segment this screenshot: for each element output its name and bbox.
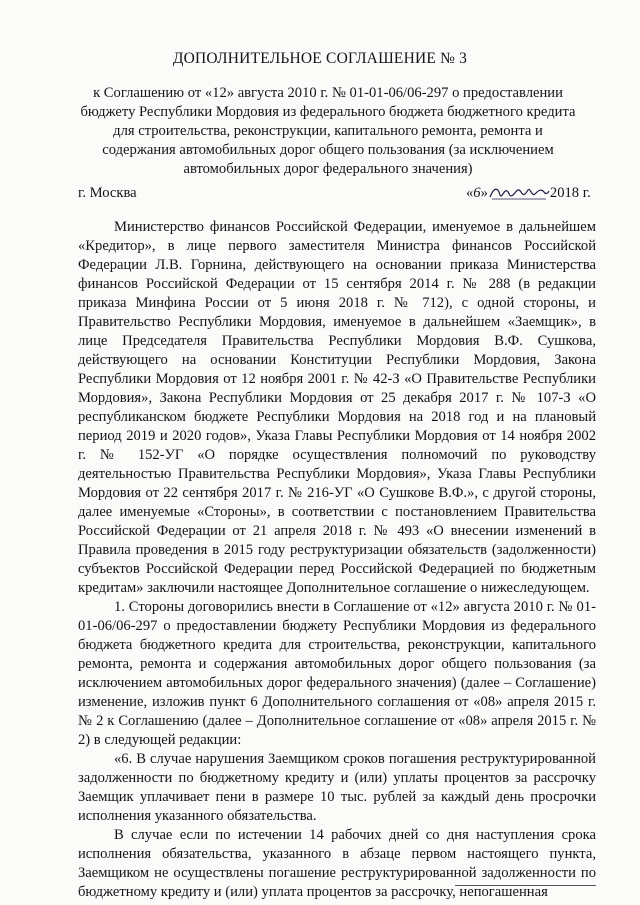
paragraph-parties: Министерство финансов Российской Федерации, именуемое в дальнейшем «Кредитор», в лице первого заместителя Министра финансов Российской Федерации Л.В. Горнина, действующего на основании приказа Министерства финансов Российской Федерации от 15 сентября 2014 г. № 288 (в редакции приказа Минфина России от 5 июня 2018 г. № 712), с одной стороны, и Правительство Республики Мордовия, именуемое в дальнейшем «Заемщик», в лице Председателя Правительства Республики Мордовия В.Ф. Сушкова, действующего на основании Конституции Республики Мордовия, Закона Республики Мордовия от 12 ноября 2001 г. № 42-З «О Правительстве Республики Мордовия», Закона Республики Мордовия от 25 декабря 2017 г. № 107-З «О республиканском бюджете Республики Мордовия на 2018 год и на плановый период 2019 и 2020 годов», Указа Главы Республики Мордовия от 14 ноября 2002 г. № 152-УГ «О порядке осуществления полномочий по руководству деятельностью Правительства Республики Мордовия», Указа Главы Республики Мордовия от 22 сентября 2017 г. № 216-УГ «О Сушкове В.Ф.», с другой стороны, далее именуемые «Стороны», в соответствии с постановлением Правительства Российской Федерации от 21 апреля 2018 г. № 493 «О внесении изменений в Правила проведения в 2015 году реструктуризации обязательств (задолженности) субъектов Российской Федерации перед Российской Федерацией по бюджетным кредитам» заключили настоящее Дополнительное соглашение о нижеследующем.: [78, 219, 596, 596]
document-body: [78, 218, 596, 902]
document-date: [466, 183, 591, 202]
document-title: ДОПОЛНИТЕЛЬНОЕ СОГЛАШЕНИЕ № 3: [172, 50, 468, 67]
date-close-quote: »: [480, 185, 488, 201]
date-open-quote: «: [466, 185, 474, 201]
footer-rule: [455, 885, 596, 886]
date-year: 2018 г.: [549, 185, 591, 201]
paragraph-clause-1: 1. Стороны договорились внести в Соглашение от «12» августа 2010 г. № 01-01-06/06-297 о предоставлении бюджету Республики Мордовия из федерального бюджета бюджетного кредита для строительства, реконструкции, капитального ремонта, ремонта и содержания автомобильных дорог общего пользования (за исключением автомобильных дорог федерального значения) (далее – Соглашение) изменение, изложив пункт 6 Дополнительного соглашения от «08» апреля 2015 г. № 2 к Соглашению (далее – Дополнительное соглашение от «08» апреля 2015 г. № 2) в следующей редакции:: [78, 599, 596, 748]
date-day: 6: [473, 185, 481, 201]
document-city: г. Москва: [78, 185, 137, 201]
paragraph-continuation: В случае если по истечении 14 рабочих дней со дня наступления срока исполнения обязательства, указанного в абзаце первом настоящего пункта, Заемщиком не осуществлены погашение реструктурированной задолженности по бюджетному кредиту и (или) уплата процентов за рассрочку, непогашенная: [78, 827, 596, 900]
paragraph-clause-6: «6. В случае нарушения Заемщиком сроков погашения реструктурированной задолженности по бюджетному кредиту и (или) уплаты процентов за рассрочку Заемщик уплачивает пени в размере 10 тыс. рублей за каждый день просрочки исполнения указанного обязательства.: [78, 751, 596, 824]
document-subtitle: к Соглашению от «12» августа 2010 г. № 01-01-06/06-297 о предоставлении бюджету Республики Мордовия из федерального бюджета бюджетного кредита для строительства, реконструкции, капитального ремонта, ремонта и содержания автомобильных дорог общего пользования (за исключением автомобильных дорог федерального значения): [80, 85, 576, 177]
handwritten-month: [488, 183, 550, 201]
